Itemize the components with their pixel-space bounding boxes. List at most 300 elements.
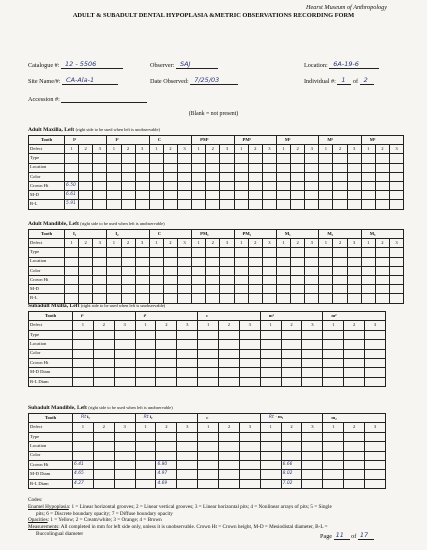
data-cell[interactable] — [365, 340, 386, 349]
data-cell[interactable] — [361, 275, 375, 284]
data-cell[interactable] — [347, 172, 361, 181]
data-cell[interactable] — [319, 275, 333, 284]
data-cell[interactable] — [93, 257, 107, 266]
data-cell[interactable] — [135, 191, 149, 200]
data-cell[interactable] — [156, 432, 177, 441]
data-cell[interactable] — [262, 257, 276, 266]
data-cell[interactable] — [234, 200, 248, 209]
catalogue-input[interactable] — [61, 60, 123, 69]
data-cell[interactable] — [107, 181, 121, 190]
data-cell[interactable] — [220, 163, 234, 172]
data-cell[interactable] — [149, 294, 163, 303]
defect-number-cell[interactable]: 2 — [93, 321, 114, 330]
data-cell[interactable] — [361, 191, 375, 200]
defect-number-cell[interactable]: 3 — [239, 321, 260, 330]
data-cell[interactable] — [121, 275, 135, 284]
data-cell[interactable] — [333, 248, 347, 257]
data-cell[interactable] — [305, 275, 319, 284]
data-cell[interactable] — [344, 330, 365, 339]
data-cell[interactable] — [361, 181, 375, 190]
data-cell[interactable] — [163, 275, 177, 284]
data-cell[interactable] — [333, 172, 347, 181]
data-cell[interactable] — [220, 191, 234, 200]
page-current-input[interactable] — [334, 531, 350, 540]
data-cell[interactable] — [220, 294, 234, 303]
data-cell[interactable] — [206, 200, 220, 209]
data-cell[interactable] — [361, 294, 375, 303]
data-cell[interactable] — [177, 479, 198, 488]
data-cell[interactable] — [93, 340, 114, 349]
data-cell[interactable] — [344, 340, 365, 349]
data-cell[interactable] — [178, 248, 192, 257]
defect-number-cell[interactable]: 2 — [248, 239, 262, 248]
data-cell[interactable] — [65, 275, 79, 284]
data-cell[interactable] — [333, 200, 347, 209]
data-cell[interactable] — [219, 340, 240, 349]
data-cell[interactable] — [302, 470, 323, 479]
defect-number-cell[interactable]: 3 — [114, 423, 135, 432]
date-input[interactable] — [190, 76, 238, 85]
defect-number-cell[interactable]: 3 — [347, 239, 361, 248]
page-total-input[interactable] — [358, 531, 374, 540]
data-cell[interactable] — [114, 432, 135, 441]
data-cell[interactable] — [93, 358, 114, 367]
data-cell[interactable] — [163, 163, 177, 172]
defect-number-cell[interactable]: 2 — [291, 145, 305, 154]
data-cell[interactable] — [177, 432, 198, 441]
data-cell[interactable] — [206, 257, 220, 266]
data-cell[interactable] — [276, 181, 290, 190]
data-cell[interactable] — [163, 154, 177, 163]
data-cell[interactable] — [93, 432, 114, 441]
data-cell[interactable] — [260, 479, 281, 488]
data-cell[interactable] — [365, 470, 386, 479]
data-cell[interactable] — [156, 442, 177, 451]
data-cell[interactable] — [389, 181, 403, 190]
data-cell[interactable] — [121, 163, 135, 172]
data-cell[interactable] — [248, 275, 262, 284]
site-input[interactable] — [62, 76, 118, 85]
data-cell[interactable] — [192, 285, 206, 294]
data-cell[interactable] — [178, 200, 192, 209]
defect-number-cell[interactable]: 2 — [219, 321, 240, 330]
defect-number-cell[interactable]: 2 — [163, 239, 177, 248]
defect-number-cell[interactable]: 2 — [206, 239, 220, 248]
data-cell[interactable] — [65, 294, 79, 303]
data-cell[interactable] — [248, 200, 262, 209]
accession-input[interactable] — [61, 94, 147, 103]
data-cell[interactable] — [135, 294, 149, 303]
data-cell[interactable] — [248, 191, 262, 200]
defect-number-cell[interactable]: 3 — [177, 423, 198, 432]
data-cell[interactable] — [121, 257, 135, 266]
data-cell[interactable] — [375, 191, 389, 200]
data-cell[interactable] — [93, 368, 114, 377]
data-cell[interactable] — [375, 154, 389, 163]
data-cell[interactable] — [206, 191, 220, 200]
data-cell[interactable] — [135, 368, 156, 377]
data-cell[interactable] — [93, 200, 107, 209]
data-cell[interactable] — [93, 294, 107, 303]
data-cell[interactable] — [73, 377, 94, 386]
defect-number-cell[interactable]: 2 — [163, 145, 177, 154]
data-cell[interactable] — [276, 294, 290, 303]
data-cell[interactable] — [198, 432, 219, 441]
defect-number-cell[interactable]: 1 — [276, 239, 290, 248]
data-cell[interactable] — [135, 163, 149, 172]
data-cell[interactable] — [163, 285, 177, 294]
data-cell[interactable] — [361, 172, 375, 181]
data-cell[interactable] — [291, 294, 305, 303]
data-cell[interactable] — [302, 330, 323, 339]
data-cell[interactable] — [219, 330, 240, 339]
data-cell[interactable] — [291, 248, 305, 257]
defect-number-cell[interactable]: 1 — [135, 423, 156, 432]
data-cell[interactable] — [323, 377, 344, 386]
data-cell[interactable] — [149, 154, 163, 163]
individual-input[interactable] — [337, 76, 351, 85]
data-cell[interactable] — [281, 358, 302, 367]
data-cell[interactable] — [361, 257, 375, 266]
defect-number-cell[interactable]: 2 — [291, 239, 305, 248]
data-cell[interactable] — [65, 248, 79, 257]
data-cell[interactable] — [347, 181, 361, 190]
observer-input[interactable] — [176, 60, 218, 69]
data-cell[interactable] — [234, 257, 248, 266]
data-cell[interactable] — [361, 266, 375, 275]
data-cell[interactable] — [198, 358, 219, 367]
defect-number-cell[interactable]: 1 — [260, 423, 281, 432]
data-cell[interactable] — [114, 368, 135, 377]
data-cell[interactable] — [219, 377, 240, 386]
data-cell[interactable] — [239, 349, 260, 358]
data-cell[interactable] — [302, 349, 323, 358]
location-input[interactable] — [329, 60, 379, 69]
data-cell[interactable] — [219, 470, 240, 479]
defect-number-cell[interactable]: 1 — [192, 145, 206, 154]
data-cell[interactable] — [305, 257, 319, 266]
data-cell[interactable] — [178, 257, 192, 266]
data-cell[interactable] — [73, 451, 94, 460]
data-cell[interactable] — [305, 266, 319, 275]
data-cell[interactable] — [163, 266, 177, 275]
data-cell[interactable] — [156, 451, 177, 460]
data-cell[interactable] — [79, 200, 93, 209]
data-cell[interactable] — [319, 163, 333, 172]
data-cell[interactable] — [291, 257, 305, 266]
data-cell[interactable] — [361, 285, 375, 294]
data-cell[interactable] — [220, 172, 234, 181]
defect-number-cell[interactable]: 1 — [319, 145, 333, 154]
data-cell[interactable] — [198, 368, 219, 377]
data-cell[interactable] — [149, 163, 163, 172]
data-cell[interactable] — [276, 163, 290, 172]
defect-number-cell[interactable]: 1 — [198, 321, 219, 330]
data-cell[interactable] — [192, 294, 206, 303]
defect-number-cell[interactable]: 3 — [220, 239, 234, 248]
defect-number-cell[interactable]: 3 — [93, 239, 107, 248]
data-cell[interactable] — [333, 181, 347, 190]
data-cell[interactable] — [260, 377, 281, 386]
data-cell[interactable] — [281, 451, 302, 460]
data-cell[interactable] — [361, 154, 375, 163]
data-cell[interactable] — [361, 248, 375, 257]
data-cell[interactable] — [291, 163, 305, 172]
data-cell[interactable] — [178, 172, 192, 181]
data-cell[interactable] — [305, 163, 319, 172]
data-cell[interactable] — [149, 266, 163, 275]
data-cell[interactable] — [319, 266, 333, 275]
data-cell[interactable] — [248, 285, 262, 294]
defect-number-cell[interactable]: 3 — [365, 321, 386, 330]
defect-number-cell[interactable]: 3 — [177, 321, 198, 330]
data-cell[interactable] — [135, 479, 156, 488]
data-cell[interactable] — [93, 154, 107, 163]
data-cell[interactable] — [219, 358, 240, 367]
data-cell[interactable] — [135, 285, 149, 294]
defect-number-cell[interactable]: 1 — [65, 239, 79, 248]
data-cell[interactable] — [260, 451, 281, 460]
data-cell[interactable] — [389, 172, 403, 181]
data-cell[interactable] — [365, 460, 386, 469]
data-cell[interactable] — [135, 470, 156, 479]
data-cell[interactable] — [302, 451, 323, 460]
data-cell[interactable] — [107, 154, 121, 163]
data-cell[interactable] — [375, 257, 389, 266]
data-cell[interactable] — [262, 248, 276, 257]
data-cell[interactable] — [177, 442, 198, 451]
data-cell[interactable] — [135, 266, 149, 275]
data-cell[interactable] — [198, 330, 219, 339]
data-cell[interactable] — [156, 349, 177, 358]
data-cell[interactable] — [220, 200, 234, 209]
data-cell[interactable] — [365, 368, 386, 377]
data-cell[interactable] — [347, 275, 361, 284]
data-cell[interactable] — [262, 266, 276, 275]
defect-number-cell[interactable]: 2 — [281, 321, 302, 330]
defect-number-cell[interactable]: 1 — [260, 321, 281, 330]
data-cell[interactable] — [276, 285, 290, 294]
data-cell[interactable] — [344, 479, 365, 488]
data-cell[interactable] — [79, 285, 93, 294]
data-cell[interactable] — [220, 266, 234, 275]
data-cell[interactable] — [107, 285, 121, 294]
data-cell[interactable] — [389, 248, 403, 257]
data-cell[interactable] — [192, 257, 206, 266]
data-cell[interactable] — [344, 358, 365, 367]
data-cell[interactable] — [192, 191, 206, 200]
defect-number-cell[interactable]: 1 — [149, 239, 163, 248]
defect-number-cell[interactable]: 3 — [178, 239, 192, 248]
defect-number-cell[interactable]: 3 — [93, 145, 107, 154]
data-cell[interactable] — [319, 294, 333, 303]
defect-number-cell[interactable]: 2 — [248, 145, 262, 154]
data-cell[interactable] — [198, 442, 219, 451]
handwritten-value[interactable]: 4.65 — [73, 470, 94, 479]
data-cell[interactable] — [135, 377, 156, 386]
data-cell[interactable] — [73, 358, 94, 367]
defect-number-cell[interactable]: 3 — [389, 239, 403, 248]
data-cell[interactable] — [333, 285, 347, 294]
defect-number-cell[interactable]: 3 — [262, 239, 276, 248]
data-cell[interactable] — [375, 200, 389, 209]
data-cell[interactable] — [114, 358, 135, 367]
data-cell[interactable] — [347, 248, 361, 257]
handwritten-value[interactable]: 4.97 — [156, 470, 177, 479]
data-cell[interactable] — [178, 163, 192, 172]
data-cell[interactable] — [319, 257, 333, 266]
data-cell[interactable] — [302, 340, 323, 349]
data-cell[interactable] — [260, 349, 281, 358]
data-cell[interactable] — [156, 340, 177, 349]
data-cell[interactable] — [389, 294, 403, 303]
data-cell[interactable] — [135, 358, 156, 367]
defect-number-cell[interactable]: 3 — [305, 145, 319, 154]
data-cell[interactable] — [198, 349, 219, 358]
data-cell[interactable] — [323, 442, 344, 451]
data-cell[interactable] — [389, 285, 403, 294]
defect-number-cell[interactable]: 2 — [121, 145, 135, 154]
data-cell[interactable] — [323, 479, 344, 488]
data-cell[interactable] — [114, 340, 135, 349]
data-cell[interactable] — [344, 451, 365, 460]
data-cell[interactable] — [177, 358, 198, 367]
data-cell[interactable] — [206, 294, 220, 303]
data-cell[interactable] — [262, 294, 276, 303]
data-cell[interactable] — [79, 294, 93, 303]
data-cell[interactable] — [239, 432, 260, 441]
defect-number-cell[interactable]: 2 — [344, 423, 365, 432]
data-cell[interactable] — [121, 266, 135, 275]
data-cell[interactable] — [178, 181, 192, 190]
data-cell[interactable] — [149, 248, 163, 257]
data-cell[interactable] — [177, 377, 198, 386]
data-cell[interactable] — [344, 442, 365, 451]
defect-number-cell[interactable]: 2 — [333, 145, 347, 154]
defect-number-cell[interactable]: 1 — [234, 145, 248, 154]
data-cell[interactable] — [65, 154, 79, 163]
data-cell[interactable] — [344, 470, 365, 479]
data-cell[interactable] — [114, 377, 135, 386]
data-cell[interactable] — [323, 460, 344, 469]
data-cell[interactable] — [135, 442, 156, 451]
data-cell[interactable] — [219, 442, 240, 451]
data-cell[interactable] — [135, 248, 149, 257]
defect-number-cell[interactable]: 3 — [178, 145, 192, 154]
data-cell[interactable] — [234, 275, 248, 284]
data-cell[interactable] — [234, 154, 248, 163]
data-cell[interactable] — [319, 200, 333, 209]
data-cell[interactable] — [65, 172, 79, 181]
data-cell[interactable] — [375, 285, 389, 294]
data-cell[interactable] — [305, 248, 319, 257]
data-cell[interactable] — [319, 172, 333, 181]
data-cell[interactable] — [333, 154, 347, 163]
data-cell[interactable] — [333, 257, 347, 266]
defect-number-cell[interactable]: 1 — [361, 145, 375, 154]
data-cell[interactable] — [93, 172, 107, 181]
data-cell[interactable] — [219, 451, 240, 460]
data-cell[interactable] — [93, 349, 114, 358]
handwritten-value[interactable]: 6.41 — [73, 460, 94, 469]
data-cell[interactable] — [248, 248, 262, 257]
data-cell[interactable] — [319, 285, 333, 294]
data-cell[interactable] — [375, 266, 389, 275]
data-cell[interactable] — [156, 358, 177, 367]
data-cell[interactable] — [262, 163, 276, 172]
data-cell[interactable] — [73, 432, 94, 441]
data-cell[interactable] — [291, 154, 305, 163]
data-cell[interactable] — [365, 432, 386, 441]
data-cell[interactable] — [121, 181, 135, 190]
data-cell[interactable] — [375, 163, 389, 172]
data-cell[interactable] — [114, 479, 135, 488]
data-cell[interactable] — [93, 266, 107, 275]
data-cell[interactable] — [163, 257, 177, 266]
defect-number-cell[interactable]: 2 — [156, 321, 177, 330]
data-cell[interactable] — [79, 154, 93, 163]
data-cell[interactable] — [198, 460, 219, 469]
data-cell[interactable] — [389, 163, 403, 172]
data-cell[interactable] — [347, 294, 361, 303]
data-cell[interactable] — [333, 163, 347, 172]
data-cell[interactable] — [121, 191, 135, 200]
data-cell[interactable] — [239, 460, 260, 469]
data-cell[interactable] — [192, 163, 206, 172]
data-cell[interactable] — [192, 275, 206, 284]
data-cell[interactable] — [79, 181, 93, 190]
data-cell[interactable] — [347, 285, 361, 294]
data-cell[interactable] — [206, 266, 220, 275]
data-cell[interactable] — [344, 368, 365, 377]
data-cell[interactable] — [365, 479, 386, 488]
data-cell[interactable] — [291, 181, 305, 190]
data-cell[interactable] — [375, 181, 389, 190]
data-cell[interactable] — [177, 330, 198, 339]
data-cell[interactable] — [305, 294, 319, 303]
data-cell[interactable] — [177, 340, 198, 349]
data-cell[interactable] — [239, 451, 260, 460]
data-cell[interactable] — [239, 330, 260, 339]
data-cell[interactable] — [178, 275, 192, 284]
data-cell[interactable] — [93, 285, 107, 294]
data-cell[interactable] — [291, 191, 305, 200]
defect-number-cell[interactable]: 2 — [281, 423, 302, 432]
data-cell[interactable] — [248, 154, 262, 163]
data-cell[interactable] — [149, 257, 163, 266]
data-cell[interactable] — [73, 442, 94, 451]
data-cell[interactable] — [79, 172, 93, 181]
data-cell[interactable] — [79, 257, 93, 266]
data-cell[interactable] — [291, 172, 305, 181]
data-cell[interactable] — [107, 266, 121, 275]
data-cell[interactable] — [281, 442, 302, 451]
data-cell[interactable] — [323, 470, 344, 479]
data-cell[interactable] — [344, 460, 365, 469]
data-cell[interactable] — [177, 470, 198, 479]
defect-number-cell[interactable]: 1 — [276, 145, 290, 154]
data-cell[interactable] — [276, 200, 290, 209]
data-cell[interactable] — [248, 163, 262, 172]
data-cell[interactable] — [192, 266, 206, 275]
data-cell[interactable] — [276, 248, 290, 257]
data-cell[interactable] — [333, 191, 347, 200]
defect-number-cell[interactable]: 2 — [375, 145, 389, 154]
data-cell[interactable] — [344, 432, 365, 441]
data-cell[interactable] — [121, 294, 135, 303]
defect-number-cell[interactable]: 3 — [347, 145, 361, 154]
data-cell[interactable] — [65, 257, 79, 266]
